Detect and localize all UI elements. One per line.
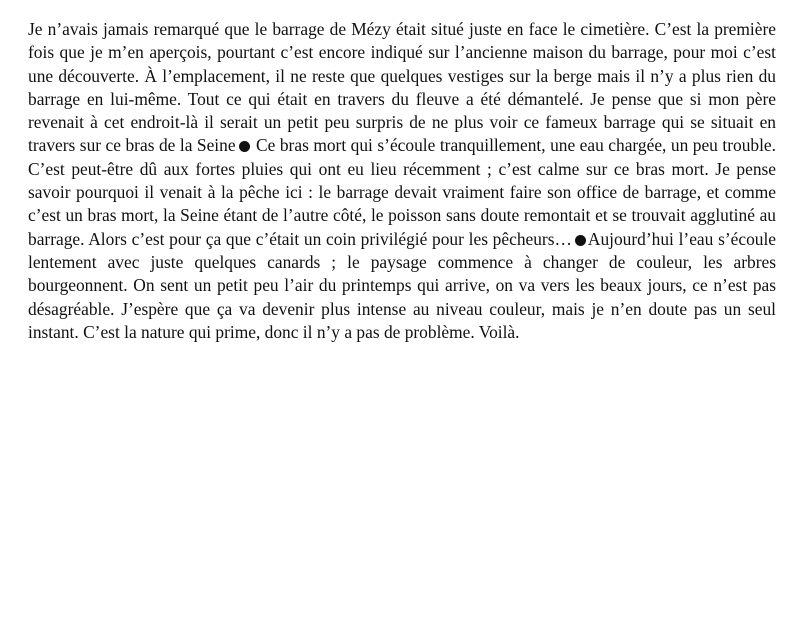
text-segment-2: Ce bras mort qui s’écoule tranquillement, une eau chargée, un peu trouble. C’est peut-être dû aux fortes pluies qui ont eu lieu récemment ; c’est calme sur ce bras mort. Je pense savoir pourquoi il venait à la pêche ici : le barrage devait vraiment faire son office de barrage, et comme c’est un bras mort, la Seine étant de l’autre côté, le poisson sans doute remontait et se trouvait agglutiné au barrage. Alors c’est pour ça que c’était un coin privilégié pour les pêcheurs… (28, 135, 776, 249)
text-segment-1: Je n’avais jamais remarqué que le barrage de Mézy était situé juste en face le cimetière. C’est la première fois que je m’en aperçois, pourtant c’est encore indiqué sur l’ancienne maison du barrage, pour moi c’est une découverte. À l’emplacement, il ne reste que quelques vestiges sur la berge mais il n’y a plus rien du barrage en lui-même. Tout ce qui était en travers du fleuve a été démantelé. Je pense que si mon père revenait à cet endroit-là il serait un petit peu surpris de ne plus voir ce fameux barrage qui se situait en travers sur ce bras de la Seine (28, 19, 776, 156)
body-paragraph (28, 18, 776, 344)
bullet-separator-icon (239, 141, 250, 152)
text-segment-3: Aujourd’hui l’eau s’écoule lentement avec juste quelques canards ; le paysage commence à changer de couleur, les arbres bourgeonnent. On sent un petit peu l’air du printemps qui arrive, on va vers les beaux jours, ce n’est pas désagréable. J’espère que ça va devenir plus intense au niveau couleur, mais je n’en doute pas un seul instant. C’est la nature qui prime, donc il n’y a pas de problème. Voilà. (28, 228, 777, 342)
bullet-separator-icon (575, 235, 586, 246)
